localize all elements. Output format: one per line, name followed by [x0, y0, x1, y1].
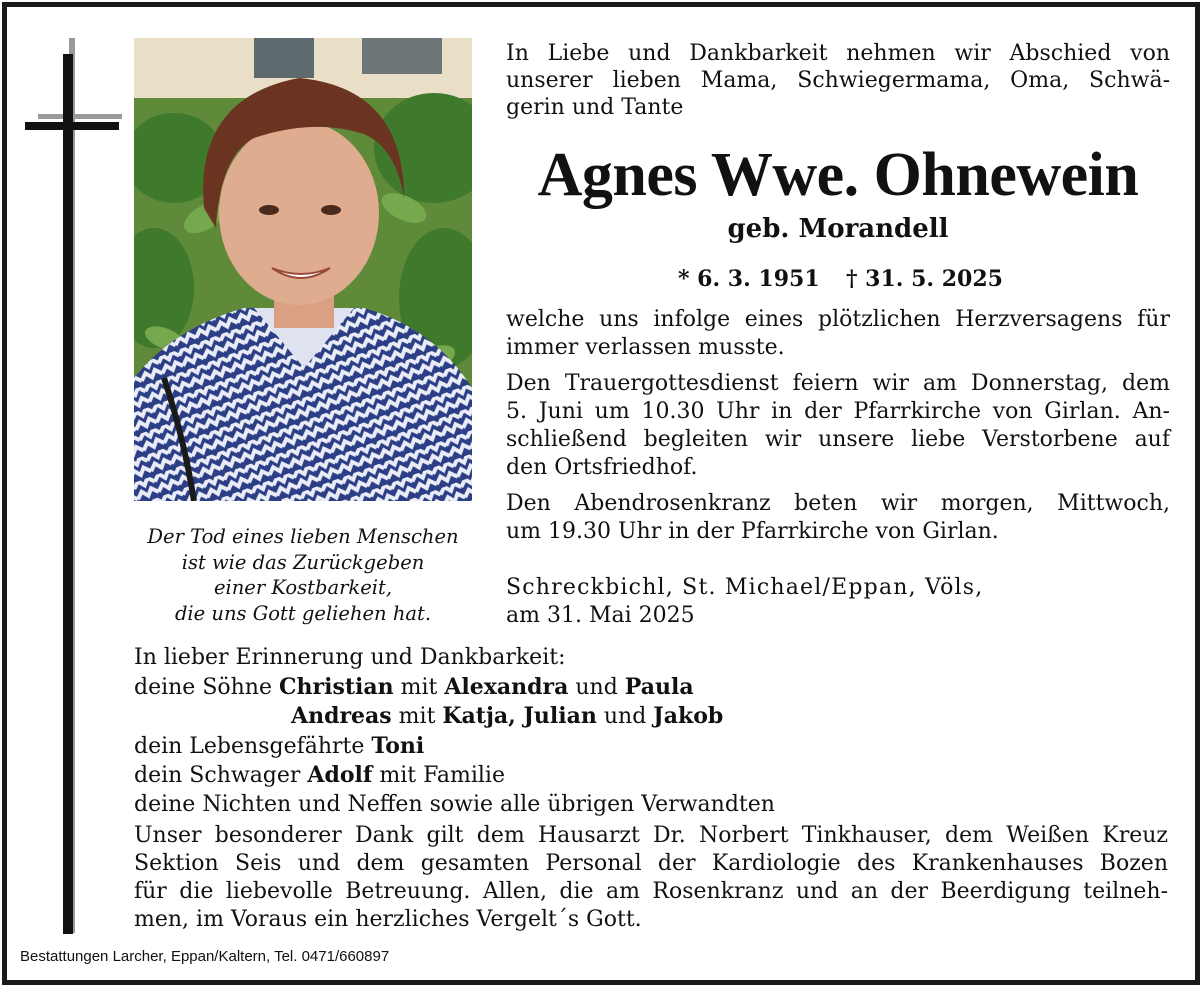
thanks-line: men, im Voraus ein herzliches Vergelt´s Gott. [134, 907, 642, 932]
family-text: und [568, 674, 625, 700]
intro-text [506, 40, 1170, 121]
intro-line: gerin und Tante [506, 95, 684, 120]
family-member-name: Alexandra [444, 673, 569, 700]
thanks-line: Sektion Seis und dem gesamten Personal der Kardiologie des Krankenhauses Bozen [134, 851, 1168, 876]
funeral-home-footer: Bestattungen Larcher, Eppan/Kaltern, Tel. 0471/660897 [20, 948, 390, 965]
quote-line: Der Tod eines lieben Menschen [147, 525, 459, 548]
quote-line: die uns Gott geliehen hat. [174, 601, 432, 625]
family-member-name: Katja, Julian [442, 703, 597, 729]
paragraph-line: um 19.30 Uhr in der Pfarrkirche von Girlan. [506, 519, 999, 544]
paragraph-line: welche uns infolge eines plötzlichen Herzversagens für [506, 307, 1170, 332]
intro-line: unserer lieben Mama, Schwiegermama, Oma, Schwä- [506, 68, 1170, 93]
paragraph-line: Den Trauergottesdienst feiern wir am Donnerstag, dem [506, 371, 1170, 396]
family-member-name: Andreas [291, 703, 392, 729]
birth-date: * 6. 3. 1951 [678, 266, 820, 292]
memorial-quote [134, 524, 472, 626]
paragraph-line: immer verlassen musste. [506, 335, 785, 360]
date-line: am 31. Mai 2025 [506, 603, 695, 628]
paragraph-line: den Ortsfriedhof. [506, 455, 698, 480]
paragraph-death [506, 306, 1170, 362]
deceased-name: Agnes Wwe. Ohnewein [537, 141, 1139, 209]
place-line: Schreckbichl, St. Michael/Eppan, Völs, [506, 575, 984, 600]
portrait-photo [134, 38, 472, 501]
paragraph-line: Den Abendrosenkranz beten wir morgen, Mittwoch, [506, 491, 1170, 516]
family-text: dein Schwager [134, 763, 308, 788]
family-brother-line [134, 761, 1174, 791]
family-member-name: Toni [371, 732, 425, 759]
family-text: dein Lebensgefährte [134, 733, 372, 759]
thanks-paragraph [134, 822, 1168, 934]
birth-name: geb. Morandell [727, 214, 949, 244]
place-and-date [506, 574, 1076, 630]
family-relatives-line: deine Nichten und Neffen sowie alle übrigen Verwandten [134, 791, 775, 817]
paragraph-line: schließend begleiten wir unsere liebe Verstorbene auf [506, 427, 1170, 452]
family-intro: In lieber Erinnerung und Dankbarkeit: [134, 645, 566, 670]
family-text: mit [391, 704, 443, 729]
family-sons-line-2 [134, 702, 1174, 732]
thanks-line: Unser besonderer Dank gilt dem Hausarzt Dr. Norbert Tinkhauser, dem Weißen Kreuz [134, 823, 1168, 848]
family-partner-line [134, 732, 1174, 762]
paragraph-service [506, 370, 1170, 482]
family-sons-line [134, 673, 1174, 703]
family-member-name: Adolf [307, 762, 373, 788]
family-text: und [596, 704, 654, 729]
family-member-name: Jakob [653, 703, 724, 729]
intro-line: In Liebe und Dankbarkeit nehmen wir Abschied von [506, 41, 1170, 66]
family-list [134, 644, 1174, 819]
family-member-name: Christian [279, 673, 394, 700]
thanks-line: für die liebevolle Betreuung. Allen, die am Rosenkranz und an der Beerdigung teilneh- [134, 879, 1168, 904]
family-member-name: Paula [624, 673, 694, 700]
family-text: deine Söhne [134, 674, 279, 700]
family-text: mit [393, 674, 445, 700]
family-text: mit Familie [372, 763, 505, 788]
death-date: † 31. 5. 2025 [846, 266, 1003, 292]
cross-icon [20, 38, 130, 938]
paragraph-line: 5. Juni um 10.30 Uhr in der Pfarrkirche von Girlan. An- [506, 399, 1170, 424]
paragraph-rosary [506, 490, 1170, 546]
quote-line: einer Kostbarkeit, [213, 576, 393, 599]
quote-line: ist wie das Zurückgeben [181, 550, 425, 574]
